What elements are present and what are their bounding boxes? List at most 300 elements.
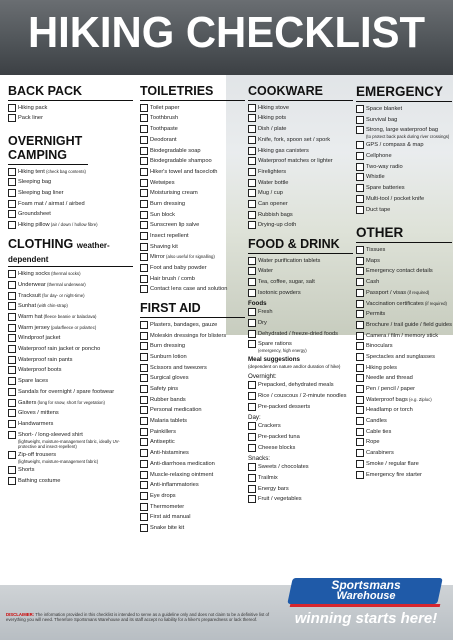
item-text: Waterproof rain jacket or poncho [18, 346, 101, 353]
checklist-item[interactable] [8, 388, 133, 397]
checklist-item[interactable] [356, 300, 452, 309]
title-banner [0, 0, 453, 75]
item-text: Sandals for overnight / spare footwear [18, 388, 115, 395]
checkbox[interactable] [248, 319, 256, 327]
checklist-item[interactable] [356, 246, 452, 255]
checkbox[interactable] [140, 428, 148, 436]
checklist-item[interactable] [140, 253, 245, 262]
checkbox[interactable] [140, 481, 148, 489]
item-text: GPS / compass & map [366, 142, 424, 149]
checkbox[interactable] [140, 243, 148, 251]
checkbox[interactable] [140, 471, 148, 479]
item-label [18, 477, 60, 485]
checkbox[interactable] [8, 292, 16, 300]
item-text: Maps [366, 257, 380, 264]
checklist-item[interactable] [8, 178, 133, 187]
item-text: Personal medication [150, 407, 202, 414]
item-text: Permits [366, 311, 386, 318]
checkbox[interactable] [8, 168, 16, 176]
checkbox[interactable] [356, 289, 364, 297]
checkbox[interactable] [8, 281, 16, 289]
item-note: (thermal socks) [49, 271, 81, 277]
checkbox[interactable] [8, 221, 16, 229]
checklist-item[interactable] [140, 168, 245, 177]
item-label [150, 211, 175, 219]
checklist-item[interactable] [248, 211, 353, 220]
checklist-item[interactable] [248, 168, 353, 177]
checkbox[interactable] [8, 114, 16, 122]
checkbox[interactable] [140, 125, 148, 133]
checkbox[interactable] [248, 392, 256, 400]
item-text: Sweets / chocolates [258, 464, 309, 471]
checklist-item[interactable] [8, 477, 133, 486]
checklist-item[interactable] [140, 524, 245, 533]
checkbox[interactable] [140, 449, 148, 457]
checkbox[interactable] [356, 321, 364, 329]
checklist-item[interactable] [140, 221, 245, 230]
checklist-item[interactable] [140, 189, 245, 198]
checklist-item[interactable] [248, 495, 353, 504]
checklist-item[interactable] [356, 257, 452, 266]
checklist-item[interactable] [8, 451, 133, 464]
checklist-item[interactable] [8, 114, 133, 123]
checkbox[interactable] [356, 428, 364, 436]
checklist-item[interactable] [356, 152, 452, 161]
checklist-item[interactable] [356, 374, 452, 383]
checkbox[interactable] [140, 285, 148, 293]
checklist-item[interactable] [356, 471, 452, 480]
checklist-item[interactable] [356, 116, 452, 125]
checklist-item[interactable] [248, 114, 353, 123]
checklist-item[interactable] [356, 428, 452, 437]
checkbox[interactable] [140, 264, 148, 272]
checklist-item[interactable] [140, 157, 245, 166]
checklist-item[interactable] [140, 321, 245, 330]
checklist-item[interactable] [8, 399, 133, 408]
item-label [150, 385, 178, 393]
item-text: Emergency contact details [366, 268, 433, 275]
checklist-item[interactable] [140, 396, 245, 405]
checkbox[interactable] [140, 253, 148, 261]
item-text: Underwear [18, 281, 46, 288]
checkbox[interactable] [248, 189, 256, 197]
checkbox[interactable] [140, 438, 148, 446]
checklist-item[interactable] [248, 392, 353, 401]
checklist-item[interactable] [140, 417, 245, 426]
checkbox[interactable] [8, 420, 16, 428]
checkbox[interactable] [356, 141, 364, 149]
checkbox[interactable] [356, 310, 364, 318]
checklist-item[interactable] [8, 302, 133, 311]
checklist-item[interactable] [8, 189, 133, 198]
checkbox[interactable] [248, 444, 256, 452]
checkbox[interactable] [356, 267, 364, 275]
checklist-item[interactable] [248, 267, 353, 276]
checklist-item[interactable] [8, 345, 133, 354]
checkbox[interactable] [248, 308, 256, 316]
item-text: Cable ties [366, 428, 392, 435]
checkbox[interactable] [248, 485, 256, 493]
item-text: Multi-tool / pocket knife [366, 195, 425, 202]
checkbox[interactable] [8, 302, 16, 310]
checkbox[interactable] [248, 330, 256, 338]
checklist-item[interactable] [140, 136, 245, 145]
checklist-item[interactable] [356, 417, 452, 426]
checklist-item[interactable] [140, 503, 245, 512]
checkbox[interactable] [140, 513, 148, 521]
checkbox[interactable] [248, 257, 256, 265]
checklist-item[interactable] [140, 264, 245, 273]
checkbox[interactable] [356, 438, 364, 446]
list-overnight [8, 168, 133, 230]
checkbox[interactable] [8, 200, 16, 208]
checkbox[interactable] [8, 324, 16, 332]
checklist-item[interactable] [248, 319, 353, 328]
checkbox[interactable] [356, 406, 364, 414]
checkbox[interactable] [8, 399, 16, 407]
checkbox[interactable] [140, 232, 148, 240]
checklist-item[interactable] [140, 125, 245, 134]
checklist-item[interactable] [8, 324, 133, 333]
checklist-item[interactable] [248, 278, 353, 287]
checkbox[interactable] [8, 431, 16, 439]
checklist-item[interactable] [140, 481, 245, 490]
checkbox[interactable] [356, 449, 364, 457]
checklist-item[interactable] [356, 332, 452, 341]
checklist-item[interactable] [8, 200, 133, 209]
checklist-item[interactable] [248, 289, 353, 298]
checklist-item[interactable] [248, 330, 353, 339]
checkbox[interactable] [356, 332, 364, 340]
checklist-item[interactable] [140, 374, 245, 383]
checklist-item[interactable] [140, 232, 245, 241]
checkbox[interactable] [8, 189, 16, 197]
checklist-item[interactable] [140, 492, 245, 501]
item-text: Gloves / mittens [18, 410, 59, 417]
checklist-item[interactable] [140, 385, 245, 394]
checklist-item[interactable] [140, 471, 245, 480]
checklist-item[interactable] [248, 147, 353, 156]
checkbox[interactable] [248, 147, 256, 155]
checkbox[interactable] [140, 147, 148, 155]
checklist-item[interactable] [140, 243, 245, 252]
checklist-item[interactable] [356, 364, 452, 373]
item-text: Knife, fork, spoon set / spork [258, 136, 331, 143]
checklist-item[interactable] [248, 221, 353, 230]
item-text: Anti-histamines [150, 450, 189, 457]
checklist-item[interactable] [140, 449, 245, 458]
checkbox[interactable] [356, 246, 364, 254]
item-label [18, 366, 61, 374]
item-label [258, 125, 286, 133]
checkbox[interactable] [248, 157, 256, 165]
checklist-item[interactable] [248, 403, 353, 412]
checklist-item[interactable] [8, 366, 133, 375]
checklist-item[interactable] [140, 332, 245, 341]
checkbox[interactable] [8, 313, 16, 321]
checkbox[interactable] [248, 463, 256, 471]
checklist-item[interactable] [248, 125, 353, 134]
checklist-item[interactable] [248, 381, 353, 390]
checklist-item[interactable] [8, 409, 133, 418]
checkbox[interactable] [356, 116, 364, 124]
item-text: Biodegradable soap [150, 147, 201, 154]
checkbox[interactable] [8, 356, 16, 364]
checkbox[interactable] [356, 257, 364, 265]
checklist-item[interactable] [356, 342, 452, 351]
checklist-item[interactable] [140, 342, 245, 351]
checkbox[interactable] [140, 321, 148, 329]
clothing-suffix: weather-dependent [8, 240, 110, 264]
checkbox[interactable] [140, 168, 148, 176]
checklist-item[interactable] [248, 422, 353, 431]
checkbox[interactable] [248, 211, 256, 219]
checkbox[interactable] [8, 210, 16, 218]
checklist-item[interactable] [248, 463, 353, 472]
item-label [18, 399, 105, 407]
item-text: Mirror [150, 254, 165, 261]
checkbox[interactable] [356, 353, 364, 361]
checkbox[interactable] [8, 477, 16, 485]
checkbox[interactable] [248, 433, 256, 441]
checklist-item[interactable] [356, 310, 452, 319]
checklist-item[interactable] [356, 438, 452, 447]
checklist-item[interactable] [8, 221, 133, 230]
checkbox[interactable] [356, 385, 364, 393]
checklist-item[interactable] [140, 114, 245, 123]
item-label [150, 200, 185, 208]
checkbox[interactable] [356, 152, 364, 160]
checkbox[interactable] [356, 460, 364, 468]
checkbox[interactable] [140, 417, 148, 425]
checkbox[interactable] [140, 374, 148, 382]
checkbox[interactable] [248, 278, 256, 286]
checkbox[interactable] [356, 126, 364, 134]
checklist-item[interactable] [356, 206, 452, 215]
checklist-item[interactable] [140, 200, 245, 209]
checkbox[interactable] [140, 211, 148, 219]
checkbox[interactable] [248, 104, 256, 112]
checklist-item[interactable] [140, 364, 245, 373]
item-label [258, 495, 302, 503]
item-text: Hiking tent [18, 168, 45, 175]
checklist-item[interactable] [356, 321, 452, 330]
checklist-item[interactable] [248, 308, 353, 317]
checklist-item[interactable] [356, 141, 452, 150]
checklist-item[interactable] [356, 396, 452, 405]
checkbox[interactable] [8, 377, 16, 385]
checklist-item[interactable] [356, 126, 452, 139]
checkbox[interactable] [8, 104, 16, 112]
checkbox[interactable] [356, 195, 364, 203]
checklist-item[interactable] [356, 449, 452, 458]
checkbox[interactable] [140, 179, 148, 187]
checklist-item[interactable] [8, 466, 133, 475]
checklist-item[interactable] [356, 353, 452, 362]
item-label [366, 353, 435, 361]
checklist-item[interactable] [8, 313, 133, 322]
checklist-item[interactable] [356, 406, 452, 415]
item-label [258, 433, 300, 441]
checklist-item[interactable] [8, 104, 133, 113]
checklist-item[interactable] [248, 257, 353, 266]
checkbox[interactable] [140, 364, 148, 372]
checklist-item[interactable] [140, 211, 245, 220]
checklist-item[interactable] [140, 428, 245, 437]
checklist-item[interactable] [140, 513, 245, 522]
checkbox[interactable] [140, 104, 148, 112]
item-text: Waterproof bags [366, 396, 408, 403]
checklist-item[interactable] [248, 474, 353, 483]
checkbox[interactable] [8, 270, 16, 278]
checkbox[interactable] [140, 136, 148, 144]
item-label [150, 449, 189, 457]
checkbox[interactable] [356, 184, 364, 192]
item-text: Snake bite kit [150, 524, 185, 531]
list-clothing [8, 270, 133, 485]
item-label [366, 116, 397, 124]
checkbox[interactable] [356, 278, 364, 286]
checklist-item[interactable] [140, 147, 245, 156]
checklist-item[interactable] [8, 210, 133, 219]
checklist-item[interactable] [8, 420, 133, 429]
checklist-item[interactable] [140, 104, 245, 113]
checklist-item[interactable] [248, 433, 353, 442]
checkbox[interactable] [140, 221, 148, 229]
checklist-item[interactable] [248, 340, 353, 353]
checkbox[interactable] [8, 409, 16, 417]
checklist-item[interactable] [8, 292, 133, 301]
checkbox[interactable] [248, 136, 256, 144]
checkbox[interactable] [248, 168, 256, 176]
checklist-item[interactable] [8, 334, 133, 343]
checkbox[interactable] [140, 157, 148, 165]
checklist-item[interactable] [356, 460, 452, 469]
checklist-item[interactable] [140, 285, 245, 294]
checkbox[interactable] [140, 342, 148, 350]
item-label [366, 278, 379, 286]
checkbox[interactable] [8, 466, 16, 474]
checklist-item[interactable] [140, 179, 245, 188]
item-text: Mug / cup [258, 190, 283, 197]
item-label [258, 474, 278, 482]
checkbox[interactable] [248, 221, 256, 229]
checkbox[interactable] [140, 396, 148, 404]
checkbox[interactable] [140, 503, 148, 511]
checkbox[interactable] [140, 460, 148, 468]
checkbox[interactable] [248, 289, 256, 297]
item-label [366, 163, 403, 171]
checklist-item[interactable] [140, 438, 245, 447]
checklist-item[interactable] [356, 105, 452, 114]
checkbox[interactable] [8, 178, 16, 186]
checklist-item[interactable] [356, 267, 452, 276]
checkbox[interactable] [248, 200, 256, 208]
checkbox[interactable] [140, 353, 148, 361]
checkbox[interactable] [248, 125, 256, 133]
checklist-item[interactable] [248, 179, 353, 188]
checklist-item[interactable] [140, 275, 245, 284]
checkbox[interactable] [140, 200, 148, 208]
item-text: Toothbrush [150, 115, 179, 122]
checkbox[interactable] [356, 300, 364, 308]
checklist-item[interactable] [248, 444, 353, 453]
checklist-item[interactable] [248, 157, 353, 166]
checkbox[interactable] [248, 267, 256, 275]
checklist-item[interactable] [248, 189, 353, 198]
checkbox[interactable] [356, 364, 364, 372]
item-label [150, 243, 178, 251]
checklist-item[interactable] [356, 278, 452, 287]
checkbox[interactable] [356, 173, 364, 181]
checkbox[interactable] [248, 403, 256, 411]
checkbox[interactable] [140, 385, 148, 393]
checklist-item[interactable] [8, 168, 133, 177]
checkbox[interactable] [356, 417, 364, 425]
checkbox[interactable] [248, 340, 256, 348]
checkbox[interactable] [248, 495, 256, 503]
checkbox[interactable] [356, 342, 364, 350]
checkbox[interactable] [140, 189, 148, 197]
checkbox[interactable] [140, 492, 148, 500]
checklist-item[interactable] [8, 377, 133, 386]
checkbox[interactable] [356, 471, 364, 479]
checkbox[interactable] [356, 374, 364, 382]
checkbox[interactable] [140, 406, 148, 414]
checkbox[interactable] [8, 334, 16, 342]
checkbox[interactable] [8, 345, 16, 353]
checkbox[interactable] [140, 524, 148, 532]
checklist-item[interactable] [248, 104, 353, 113]
item-label [258, 221, 296, 229]
checklist-item[interactable] [356, 289, 452, 298]
item-label [366, 267, 433, 275]
checkbox[interactable] [248, 114, 256, 122]
checkbox[interactable] [356, 163, 364, 171]
checklist-item[interactable] [356, 195, 452, 204]
checklist-item[interactable] [248, 136, 353, 145]
item-label [150, 147, 201, 155]
checklist-item[interactable] [248, 485, 353, 494]
checklist-item[interactable] [356, 184, 452, 193]
checklist-item[interactable] [356, 163, 452, 172]
checklist-item[interactable] [248, 200, 353, 209]
checkbox[interactable] [356, 396, 364, 404]
checkbox[interactable] [8, 451, 16, 459]
checkbox[interactable] [248, 381, 256, 389]
checkbox[interactable] [140, 114, 148, 122]
checklist-item[interactable] [8, 281, 133, 290]
item-label [18, 281, 86, 289]
checklist-item[interactable] [356, 173, 452, 182]
checkbox[interactable] [8, 388, 16, 396]
checklist-item[interactable] [140, 460, 245, 469]
checklist-item[interactable] [140, 353, 245, 362]
checkbox[interactable] [248, 422, 256, 430]
checkbox[interactable] [140, 275, 148, 283]
checkbox[interactable] [248, 179, 256, 187]
checklist-item[interactable] [8, 270, 133, 279]
checkbox[interactable] [248, 474, 256, 482]
checklist-item[interactable] [8, 431, 133, 449]
checkbox[interactable] [8, 366, 16, 374]
checkbox[interactable] [356, 206, 364, 214]
checklist-item[interactable] [8, 356, 133, 365]
checklist-item[interactable] [140, 406, 245, 415]
checkbox[interactable] [140, 332, 148, 340]
checkbox[interactable] [356, 105, 364, 113]
checklist-item[interactable] [356, 385, 452, 394]
